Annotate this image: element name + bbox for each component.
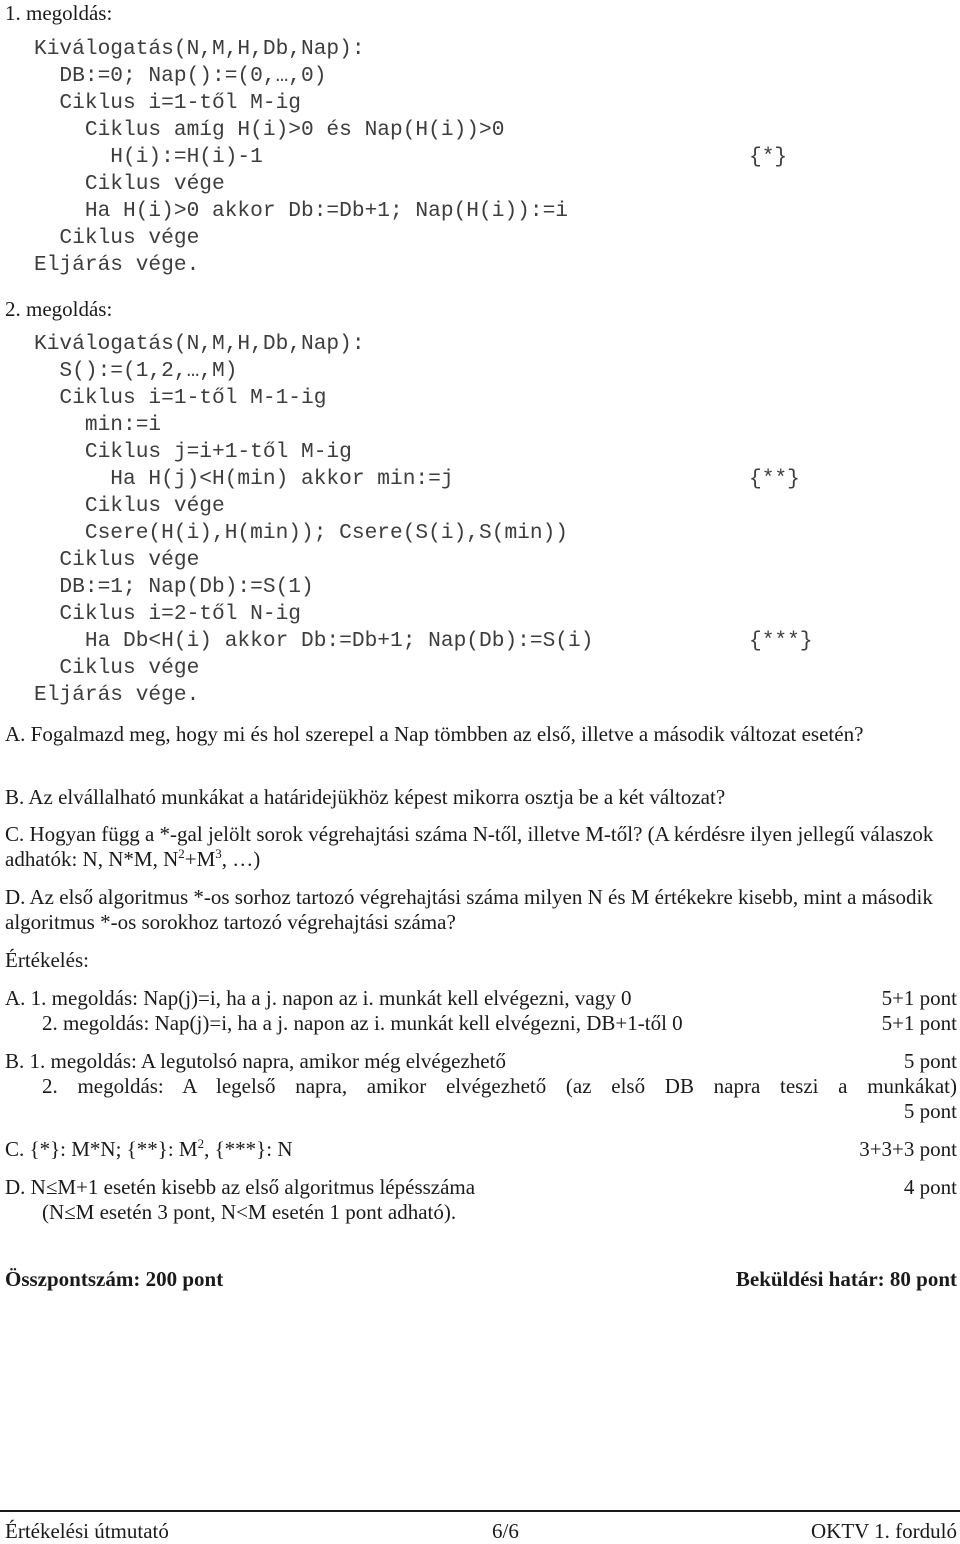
code-text: H(i):=H(i)-1 bbox=[34, 145, 263, 169]
eval-d-note: (N≤M esetén 3 pont, N<M esetén 1 pont adható). bbox=[42, 1200, 457, 1224]
code-line bbox=[34, 90, 934, 117]
footer-right: OKTV 1. forduló bbox=[810, 1519, 957, 1543]
eval-b2-points: 5 pont bbox=[903, 1099, 957, 1123]
submission-threshold: Beküldési határ: 80 pont bbox=[735, 1267, 957, 1291]
question-c-text3: , …) bbox=[221, 847, 261, 871]
eval-c-text bbox=[5, 1137, 293, 1162]
code-text: Kiválogatás(N,M,H,Db,Nap): bbox=[34, 332, 365, 356]
eval-c-sup: 2 bbox=[197, 1136, 205, 1151]
code-line bbox=[34, 493, 934, 520]
code-text: Ciklus vége bbox=[34, 494, 225, 518]
eval-b1-points: 5 pont bbox=[903, 1049, 957, 1073]
code-line bbox=[34, 198, 934, 225]
code-text: DB:=1; Nap(Db):=S(1) bbox=[34, 575, 314, 599]
question-c-sup1: 2 bbox=[178, 846, 185, 861]
code-line bbox=[34, 601, 934, 628]
code-text: DB:=0; Nap():=(0,…,0) bbox=[34, 64, 327, 88]
code-line bbox=[34, 439, 934, 466]
code-text: Ha H(i)>0 akkor Db:=Db+1; Nap(H(i)):=i bbox=[34, 199, 569, 223]
eval-a1-row bbox=[5, 986, 957, 1011]
totals-row bbox=[5, 1267, 957, 1292]
solution2-code bbox=[34, 331, 934, 709]
question-d: D. Az első algoritmus *-os sorhoz tartozó végrehajtási száma milyen N és M értékekre kisebb, mint a második algoritmus *-os sorokhoz tartozó végrehajtási száma? bbox=[5, 885, 933, 934]
code-text: Kiválogatás(N,M,H,Db,Nap): bbox=[34, 37, 365, 61]
evaluation-heading: Értékelés: bbox=[5, 948, 89, 972]
page-number: 6/6 bbox=[492, 1519, 519, 1543]
solution1-code bbox=[34, 36, 934, 279]
eval-b1-text: B. 1. megoldás: A legutolsó napra, amikor még elvégezhető bbox=[5, 1049, 506, 1073]
code-line bbox=[34, 412, 934, 439]
eval-d-points: 4 pont bbox=[903, 1175, 957, 1199]
eval-c-text2: , {***}: N bbox=[204, 1137, 293, 1161]
code-text: Ciklus vége bbox=[34, 172, 225, 196]
eval-a1-text: A. 1. megoldás: Nap(j)=i, ha a j. napon az i. munkát kell elvégezni, vagy 0 bbox=[5, 986, 632, 1010]
question-b: B. Az elvállalható munkákat a határidejükhöz képest mikorra osztja be a két változat? bbox=[5, 785, 726, 809]
code-text: Ciklus vége bbox=[34, 548, 200, 572]
code-line bbox=[34, 331, 934, 358]
eval-a1-points: 5+1 pont bbox=[881, 986, 957, 1010]
code-text: Ciklus amíg H(i)>0 és Nap(H(i))>0 bbox=[34, 118, 505, 142]
code-text: min:=i bbox=[34, 413, 162, 437]
eval-c-row bbox=[5, 1137, 957, 1162]
code-text: Ciklus j=i+1-től M-ig bbox=[34, 440, 352, 464]
total-points: Összpontszám: 200 pont bbox=[5, 1267, 224, 1291]
code-text: Ha Db<H(i) akkor Db:=Db+1; Nap(Db):=S(i) bbox=[34, 629, 594, 653]
code-text: Csere(H(i),H(min)); Csere(S(i),S(min)) bbox=[34, 521, 569, 545]
code-text: Eljárás vége. bbox=[34, 253, 200, 277]
page-footer bbox=[5, 1518, 957, 1544]
code-text: Ciklus i=1-től M-1-ig bbox=[34, 386, 327, 410]
eval-c-points: 3+3+3 pont bbox=[859, 1137, 957, 1161]
code-line bbox=[34, 36, 934, 63]
question-c-sup2: 3 bbox=[215, 846, 222, 861]
code-text: Ciklus vége bbox=[34, 656, 200, 680]
question-c-text1: C. Hogyan függ a *-gal jelölt sorok végrehajtási száma N-től, illetve M-től? (A kérdésre ilyen jellegű válaszok adhatók: N, N*M, N bbox=[5, 822, 934, 871]
eval-d-note-row bbox=[5, 1200, 957, 1225]
code-comment-marker: {***} bbox=[749, 629, 813, 653]
code-line bbox=[34, 682, 934, 709]
code-line bbox=[34, 358, 934, 385]
code-text: Ciklus vége bbox=[34, 226, 200, 250]
eval-a2-points: 5+1 pont bbox=[881, 1011, 957, 1035]
eval-b2-points-row bbox=[5, 1099, 957, 1124]
eval-b2-text: 2. megoldás: A legelső napra, amikor elvégezhető (az első DB napra teszi a munkákat) bbox=[42, 1074, 957, 1098]
code-line bbox=[34, 547, 934, 574]
eval-c-text1: C. {*}: M*N; {**}: M bbox=[5, 1137, 198, 1161]
code-line bbox=[34, 63, 934, 90]
code-line bbox=[34, 225, 934, 252]
solution1-heading: 1. megoldás: bbox=[5, 1, 113, 25]
footer-left: Értékelési útmutató bbox=[5, 1519, 169, 1543]
code-text: Ciklus i=1-től M-ig bbox=[34, 91, 302, 115]
code-comment-marker: {**} bbox=[749, 467, 800, 491]
code-line bbox=[34, 385, 934, 412]
code-line bbox=[34, 574, 934, 601]
eval-d-text: D. N≤M+1 esetén kisebb az első algoritmus lépésszáma bbox=[5, 1175, 476, 1199]
eval-d-row bbox=[5, 1175, 957, 1200]
code-text: Ha H(j)<H(min) akkor min:=j bbox=[34, 467, 454, 491]
code-line bbox=[34, 252, 934, 279]
eval-b1-row bbox=[5, 1049, 957, 1074]
eval-a2-text: 2. megoldás: Nap(j)=i, ha a j. napon az i. munkát kell elvégezni, DB+1-től 0 bbox=[42, 1011, 683, 1035]
question-c-text2: +M bbox=[184, 847, 216, 871]
question-a: A. Fogalmazd meg, hogy mi és hol szerepel a Nap tömbben az első, illetve a második változat esetén? bbox=[5, 722, 864, 746]
code-line bbox=[34, 628, 934, 655]
code-text: Ciklus i=2-től N-ig bbox=[34, 602, 302, 626]
code-line bbox=[34, 117, 934, 144]
code-text: Eljárás vége. bbox=[34, 683, 200, 707]
code-line bbox=[34, 520, 934, 547]
code-line bbox=[34, 466, 934, 493]
code-text: S():=(1,2,…,M) bbox=[34, 359, 238, 383]
code-comment-marker: {*} bbox=[749, 145, 788, 169]
solution2-heading: 2. megoldás: bbox=[5, 297, 113, 321]
footer-divider bbox=[0, 1510, 960, 1512]
eval-a2-row bbox=[5, 1011, 957, 1036]
code-line bbox=[34, 171, 934, 198]
code-line bbox=[34, 144, 934, 171]
code-line bbox=[34, 655, 934, 682]
question-c bbox=[5, 822, 957, 872]
